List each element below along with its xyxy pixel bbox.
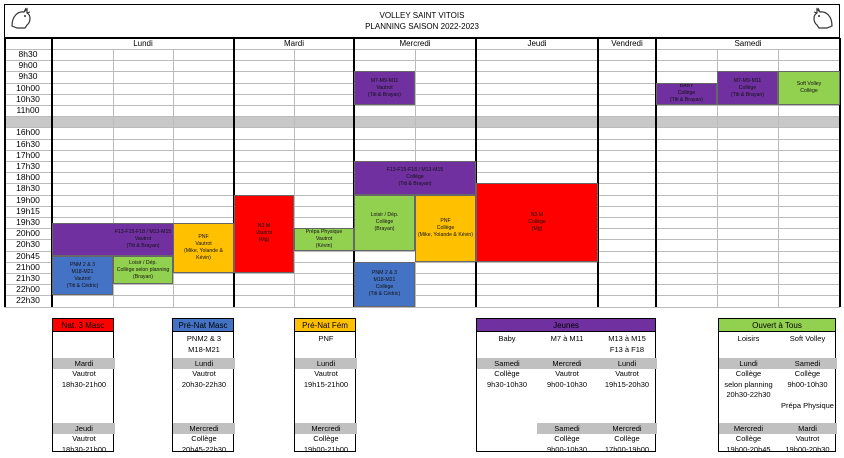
legend-column <box>719 332 778 454</box>
legend-group-line: PNF <box>318 334 334 343</box>
grid-row-line <box>4 71 840 72</box>
legend-day: Lundi <box>295 358 357 369</box>
legend-info <box>53 434 115 455</box>
legend-column <box>173 332 235 454</box>
block-text-line: Vautrot <box>315 235 333 242</box>
block-text-line: Collège <box>528 219 546 226</box>
legend-group-line: PNM2 & 3 <box>186 334 222 343</box>
legend-box <box>172 318 234 452</box>
legend-column <box>53 332 115 454</box>
legend-day: Samedi <box>778 358 837 369</box>
block-text-line: Vautrot <box>74 275 91 282</box>
block-text-line: PNM 2 & 3 <box>69 261 96 268</box>
legend-column <box>537 332 597 454</box>
block-text-line: M18-M21 <box>373 277 396 284</box>
legend-day: Samedi <box>477 358 537 369</box>
legend-info-line: Collège <box>794 369 821 378</box>
day-separator <box>597 38 599 307</box>
time-label: 16h00 <box>16 127 40 138</box>
legend-day: Samedi <box>537 423 597 434</box>
legend-info-line: 9h00-10h30 <box>546 379 588 389</box>
day-header-5: Vendredi <box>611 39 643 48</box>
header <box>4 4 840 38</box>
block-text-line: Collège <box>677 90 696 97</box>
block-text-line: (Titi & Brayan) <box>368 91 401 98</box>
time-label: 9h00 <box>18 60 38 71</box>
block-text-line: Collège selon planning <box>116 266 170 273</box>
block-text-line: Prépa Physique <box>305 228 343 235</box>
legend-info <box>53 369 115 421</box>
legend-group-line: Loisirs <box>737 334 760 343</box>
legend-group <box>537 332 597 356</box>
block-text-line: (Brayan) <box>374 226 395 233</box>
schedule-block <box>354 195 415 251</box>
block-text-line: Collège <box>800 88 818 95</box>
block-text-line: Collège <box>406 174 424 181</box>
day-header-3: Mercredi <box>399 39 431 48</box>
block-text-line: F13-F15-F18 / M13-M15 <box>114 228 172 235</box>
legend-info <box>597 369 657 421</box>
block-text-line: PNF <box>198 233 209 240</box>
block-text-line: (Kévin) <box>315 242 333 249</box>
time-label: 10h30 <box>16 93 40 104</box>
grid-row-line <box>4 307 840 308</box>
block-text-line: (Titi & Brayan) <box>731 91 764 98</box>
time-label: 19h00 <box>16 194 40 205</box>
grid-col-line <box>294 49 295 307</box>
legend-info <box>719 434 778 455</box>
block-text-line: Vautrot <box>134 235 152 242</box>
block-text-line: N3 M <box>530 212 544 219</box>
legend-group-line: Soft Volley <box>789 334 826 343</box>
legend-info-line: Vautrot <box>314 369 338 378</box>
legend-group <box>477 332 537 356</box>
legend-day: Mercredi <box>295 423 357 434</box>
legend-day: Lundi <box>597 358 657 369</box>
block-text-line: Loisir / Dép. <box>370 212 399 219</box>
schedule-block <box>778 71 840 105</box>
schedule-block <box>476 183 598 261</box>
schedule-block <box>234 195 294 273</box>
grid-row-line <box>4 150 840 151</box>
schedule-block <box>52 256 113 295</box>
legend-group <box>173 332 235 356</box>
club-name: VOLLEY SAINT VITOIS <box>379 11 465 20</box>
legend-info-line: Collège <box>735 434 762 443</box>
legend-box <box>294 318 356 452</box>
legend-info-line: selon planning <box>724 379 773 389</box>
legend-title: Pré-Nat Masc <box>173 319 233 332</box>
legend-group <box>295 332 357 356</box>
block-text-line: N3 M <box>257 223 271 230</box>
legend-group-line: F13 à F18 <box>609 344 645 354</box>
grid-row-line <box>4 60 840 61</box>
legend-title: Pré-Nat Fém <box>295 319 355 332</box>
legend-info-line: 20h30-22h30 <box>181 379 227 389</box>
block-text-line: M7-M9-M11 <box>370 77 399 84</box>
grid-row-line <box>4 139 840 140</box>
block-text-line: (Mg) <box>531 226 543 233</box>
time-label: 18h00 <box>16 172 40 183</box>
block-text-line: (Titi & Brayan) <box>126 242 160 249</box>
legend-info <box>778 434 837 455</box>
legend-info-line: Collège <box>554 434 580 443</box>
schedule-block <box>354 262 415 307</box>
time-label: 17h30 <box>16 161 40 171</box>
legend-column <box>477 332 537 451</box>
time-label: 19h30 <box>16 217 40 227</box>
legend-day: Mardi <box>53 358 115 369</box>
time-label: 22h30 <box>16 295 40 306</box>
legend-group-line: M13 à M15 <box>608 334 646 343</box>
legend-day: Mercredi <box>597 423 657 434</box>
legend-info-line: Prépa Physique <box>781 400 834 410</box>
schedule-block <box>656 83 717 105</box>
block-text-line: BABY <box>679 83 694 90</box>
legend-info <box>537 434 597 455</box>
legend-day: Mercredi <box>537 358 597 369</box>
day-header-1: Lundi <box>133 39 153 48</box>
legend-info <box>173 369 235 421</box>
block-text-line: (Titi & Cédric) <box>368 291 401 298</box>
schedule-block <box>354 161 476 195</box>
time-label: 20h00 <box>16 228 40 239</box>
legend-info-line: Collège <box>313 434 339 443</box>
time-label: 11h00 <box>16 105 40 115</box>
legend-info-line: 20h30-22h30 <box>726 390 771 399</box>
time-label: 9h30 <box>18 71 38 82</box>
legend-info <box>295 434 357 455</box>
legend-info-line: 19h15-21h00 <box>303 379 349 389</box>
legend-info-line: 18h30-21h00 <box>61 444 107 454</box>
time-label: 16h30 <box>16 138 40 149</box>
legend-info-line: 18h30-21h00 <box>61 379 107 389</box>
grid-row-line <box>4 105 840 106</box>
day-header-6: Samedi <box>734 39 762 48</box>
legend-column <box>295 332 357 454</box>
legend-day: Lundi <box>719 358 778 369</box>
legend-info-line: Vautrot <box>72 369 96 378</box>
legend-info-line: Collège <box>614 434 640 443</box>
block-text-line: Soft Volley <box>796 81 822 88</box>
block-text-line: (Titi & Brayan) <box>670 97 703 104</box>
time-label: 22h00 <box>16 284 40 295</box>
block-text-line: (Titi & Cédric) <box>66 282 99 289</box>
legend-box <box>476 318 656 452</box>
legend-info <box>719 369 778 421</box>
day-separator <box>655 38 657 307</box>
legend-info <box>778 369 837 421</box>
block-text-line: PNM 2 & 3 <box>371 270 398 277</box>
grid-row-line <box>4 49 840 50</box>
legend-day: Mercredi <box>719 423 778 434</box>
time-label: 17h00 <box>16 149 40 160</box>
legend-day: Lundi <box>173 358 235 369</box>
legend-day: Mercredi <box>173 423 235 434</box>
time-label: 8h30 <box>18 49 38 59</box>
schedule-grid <box>4 38 840 306</box>
legend-info-line: Vautrot <box>795 434 820 443</box>
season-title: PLANNING SAISON 2022-2023 <box>365 22 479 31</box>
grid-row-line <box>4 295 840 296</box>
block-text-line: Vautrot <box>376 84 393 91</box>
legend-info <box>477 369 537 421</box>
block-text-line: Collège <box>375 284 394 291</box>
block-text-line: M7-M9-M11 <box>733 77 762 84</box>
block-text-line: (Brayan) <box>133 273 153 280</box>
block-text-line: Collège <box>375 219 394 226</box>
legend-info-line: Collège <box>494 369 520 378</box>
legend-info-line: Collège <box>735 369 762 378</box>
grid-row-line <box>4 284 840 285</box>
schedule-block <box>415 195 476 262</box>
legend-group <box>719 332 778 356</box>
legend-group <box>597 332 657 356</box>
block-text-line: (Mg) <box>258 237 270 244</box>
block-text-line: Kévin) <box>196 254 211 261</box>
legend-info-line: 19h15-20h30 <box>604 379 650 389</box>
day-header-4: Jeudi <box>527 39 547 48</box>
legend-info-line: 19h00-20h45 <box>726 444 771 454</box>
schedule-block <box>113 256 173 284</box>
time-label: 19h15 <box>16 205 40 216</box>
time-label: 21h30 <box>16 273 40 283</box>
legend-info-line: 19h00-21h00 <box>303 444 349 454</box>
rooster-logo-icon <box>810 6 836 32</box>
legend-title: Ouvert à Tous <box>719 319 835 332</box>
block-text-line: Vautrot <box>255 230 273 237</box>
legend-box <box>52 318 114 452</box>
legend-column <box>778 332 837 454</box>
day-header-2: Mardi <box>283 39 304 48</box>
legend-info <box>295 369 357 421</box>
legend-info <box>597 434 657 455</box>
legend-title: Nat. 3 Masc <box>53 319 113 332</box>
legend-info-line: 19h00-20h30 <box>785 444 830 454</box>
legend-group-line: Baby <box>498 334 516 343</box>
legend-group-line: M18-M21 <box>188 344 220 354</box>
legend-info-line: 9h00-10h30 <box>546 444 588 454</box>
legend-column <box>597 332 657 454</box>
block-text-line: PNF <box>440 217 451 224</box>
grid-row-line <box>4 127 840 128</box>
legend-day: Jeudi <box>53 423 115 434</box>
rooster-logo-icon <box>8 6 34 32</box>
block-text-line: M18-M21 <box>71 268 94 275</box>
legend-group <box>778 332 837 356</box>
time-label: 10h00 <box>16 82 40 93</box>
legend-day: Mardi <box>778 423 837 434</box>
block-text-line: Loisir / Dép. <box>129 259 157 266</box>
legend-info-line: Vautrot <box>555 369 579 378</box>
block-text-line: (Mike, Yolande & <box>184 247 223 254</box>
grid-row-line <box>4 116 840 117</box>
time-label: 20h45 <box>16 250 40 261</box>
block-text-line: F13-F15-F18 / M13-M15 <box>386 167 444 174</box>
legend-info <box>173 434 235 455</box>
block-text-line: Collège <box>436 224 455 231</box>
time-label: 21h00 <box>16 261 40 272</box>
block-text-line: Vautrot <box>195 240 212 247</box>
legend-info <box>537 369 597 421</box>
schedule-block <box>354 71 415 105</box>
grey-separator-row <box>4 116 840 127</box>
legend-title: Jeunes <box>477 319 655 332</box>
block-text-line: (Mike, Yolande & Kévin) <box>417 231 474 238</box>
legend-info-line: 17h00-19h00 <box>604 444 650 454</box>
legend-info-line: 20h45-22h30 <box>181 444 227 454</box>
schedule-block <box>173 223 234 273</box>
legend-info-line <box>778 390 837 401</box>
legend-info-line: Vautrot <box>192 369 216 378</box>
legend-box <box>718 318 836 452</box>
block-text-line: (Titi & Brayan) <box>398 181 432 188</box>
time-label: 18h30 <box>16 183 40 194</box>
schedule-block <box>717 71 778 105</box>
schedule-block <box>294 228 354 250</box>
legend-info-line: Collège <box>191 434 217 443</box>
legend-info-line: 9h00-10h30 <box>787 379 828 389</box>
legend-info-line: Vautrot <box>72 434 96 443</box>
legend-info-line: 9h30-10h30 <box>486 379 528 389</box>
block-text-line: Collège <box>738 84 757 91</box>
legend-info-line: Vautrot <box>615 369 639 378</box>
legend-group-line: M7 à M11 <box>550 334 584 343</box>
time-label: 20h30 <box>16 239 40 250</box>
legend-group <box>53 332 115 356</box>
